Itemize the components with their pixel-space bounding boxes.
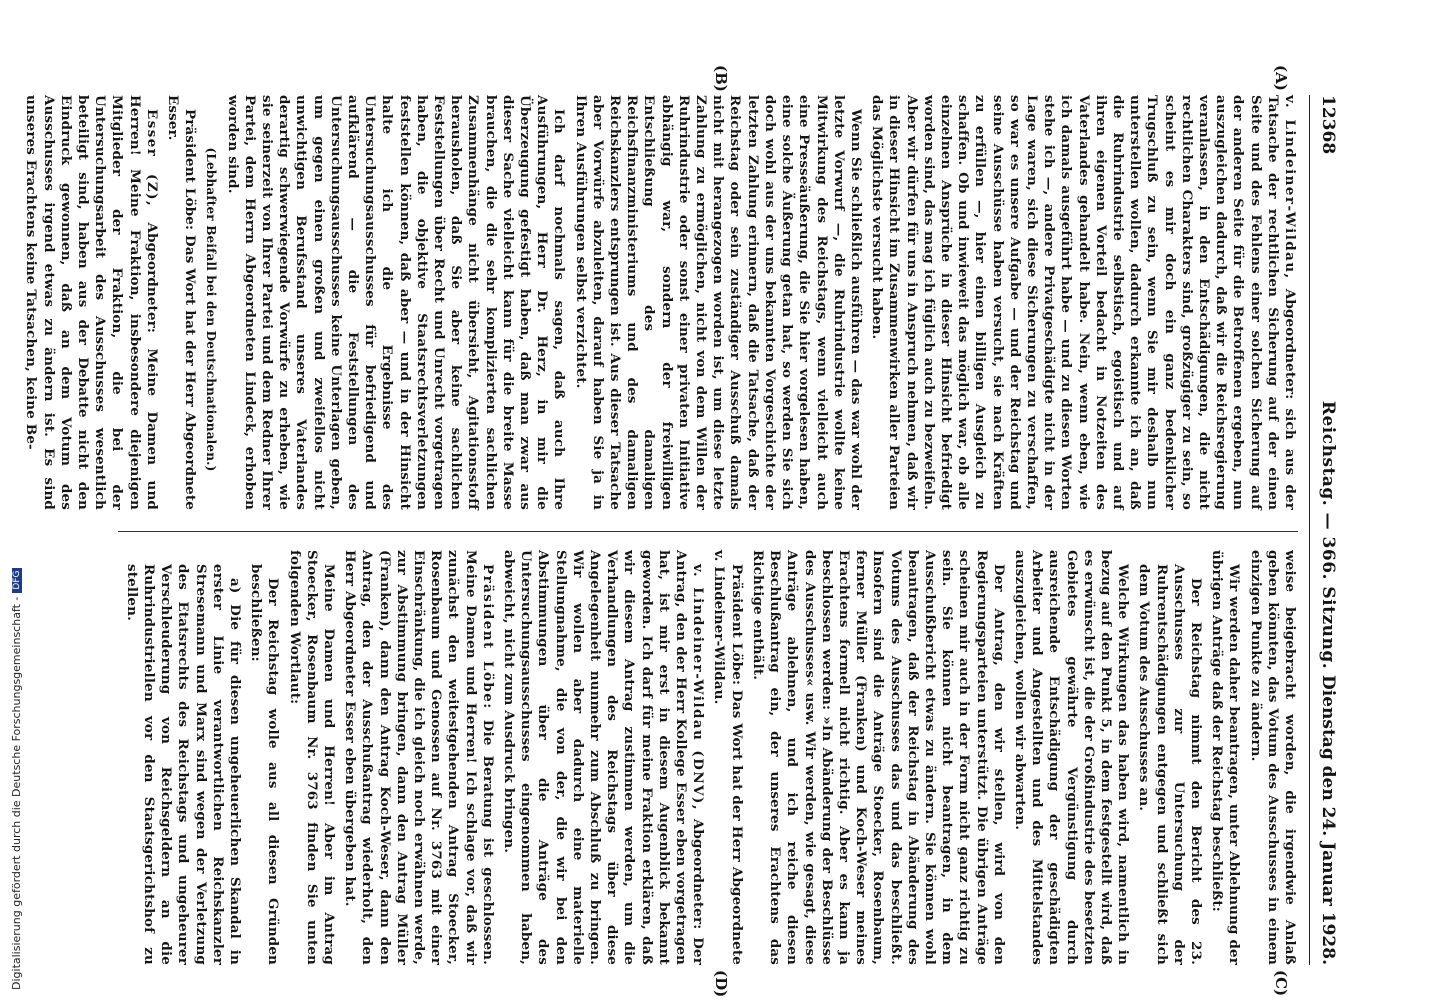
right-column [119, 550, 1298, 965]
paragraph-text: Der Antrag, den der Herr Kollege Esser eben vorgetragen hat, ist mir erst in diesem Augenblick bekannt geworden. Ich darf für meine Fraktion erklären, daß wir diesem Antrag zustimmen werden, um die Verhandlungen des Reichstags über diese Angelegenheit nunmehr zum Abschluß zu bringen. Wir wollen aber dadurch eine materielle Stellungnahme, die von der, die wir bei den Abstimmungen über die Anträge des Untersuchungsausschusses eingenommen haben, abweicht, nicht zum Ausdruck bringen. [501, 550, 707, 965]
page-header [1312, 95, 1340, 965]
column-separator [118, 531, 1298, 532]
header-rule [1309, 95, 1310, 965]
left-column [18, 95, 1298, 510]
quoted-motion: Der Reichstag wolle aus all diesen Gründen beschließen: [248, 564, 282, 965]
speech-paragraph [868, 95, 1298, 510]
speaker-name: Präsident Löbe: [479, 564, 496, 710]
digitization-credit [10, 570, 24, 990]
speech-paragraph [500, 550, 706, 965]
margin-mark-d: (D) [712, 970, 730, 998]
president-line: Präsident Löbe: Das Wort hat der Herr Abgeordnete v. Lindeiner-Wildau. [711, 550, 745, 965]
margin-mark-b: (B) [712, 65, 730, 92]
page-title: Reichstag. — 366. Sitzung. [1318, 400, 1338, 670]
speech-paragraph: weise beigebracht worden, die irgendwie Anlaß geben könnten, das Votum des Ausschusses in einem einzigen Punkte zu ändern. [1247, 550, 1298, 965]
quoted-motion-item: a) Die für diesen ungeheuerlichen Skandal in erster Linie verantwortlichen Reichskanzler Stresemann und Marx sind wegen der Verletzung des Etatsrechts des Reichstags und ungeheurer Verschleuderung von Reichsgeldern an die Ruhrindustriellen vor den Staatsgerichtshof zu stellen. [123, 564, 244, 965]
speaker-name: v. Lindeiner-Wildau, [1282, 95, 1298, 280]
speech-paragraph: Wir werden daher beantragen, unter Ablehnung der übrigen Anträge daß der Reichstag beschließt: [1209, 550, 1243, 965]
page-number: 12368 [1318, 95, 1338, 155]
speech-paragraph: Meine Damen und Herren! Aber im Antrag Stoecker, Rosenbaum Nr. 3763 finden Sie unten folgenden Wortlaut: [286, 550, 338, 965]
speaker-role: Abgeordneter: [143, 222, 160, 334]
speaker-role: Abgeordneter: [1282, 288, 1298, 400]
rotated-page [23, 65, 1340, 998]
credit-text: Digitalisierung gefördert durch die Deutsche Forschungsgemeinschaft - [10, 596, 23, 990]
speech-paragraph [22, 95, 160, 510]
paragraph-text: sich aus der Tatsache der rechtlichen Sicherung auf der einen Seite und des Fehlens einer solchen Sicherung auf der anderen Seite für die Betroffenen ergeben, nun auszugleichen dadurch, daß wir die Reichsregierung veranlassen, in den Entschädigungen, die nicht rechtlichen Charakters sind, großzügiger zu sein, so scheint es mir doch ein ganz bedenklicher Trugschluß zu sein, wenn Sie mir deshalb nun unterstellen wollen, dadurch erkannte ich an, daß die Ruhrindustrie selbstisch, egoistisch und auf ihren eigenen Vorteil bedacht in Notzeiten des Vaterlandes gehandelt habe. Nein, wenn eben, wie ich damals ausgeführt habe — und zu diesen Worten stehe ich —, andere Privatgeschädigte nicht in der Lage waren, sich diese Sicherungen zu verschaffen, so war es unsere Aufgabe — und der Reichstag und seine Ausschüsse haben versucht, sie nach Kräften zu erfüllen —, hier einen billigen Ausgleich zu schaffen. Ob und inwieweit das möglich war, ob alle einzelnen Ansprüche in dieser Hinsicht befriedigt worden sind, das mag ich füglich auch zu bezweifeln. Aber wir dürfen für uns in Anspruch nehmen, daß wir in dieser Hinsicht im Zusammenwirken aller Parteien das Möglichste versucht haben. [869, 95, 1298, 510]
speaker-role: Abgeordneter: [690, 818, 707, 930]
dfg-logo: DFG [12, 568, 22, 593]
paragraph-text: Meine Damen und Herren! Meine Fraktion, insbesondere diejenigen Mitglieder der Fraktion, die bei der Untersuchungsarbeit des Ausschusses wesentlich beteiligt sind, haben aus der Debatte nicht den Eindruck gewonnen, daß an dem Votum des Ausschusses irgend etwas zu ändern ist. Es sind unseres Erachtens keine Tatsachen, keine Be- [23, 95, 160, 510]
paragraph-text: Die Beratung ist geschlossen. Meine Damen und Herren! Ich schlage vor, daß wir zunächst den weitestgehenden Antrag Stoecker, Rosenbaum und Genossen auf Nr. 3763 mit einer Einschränkung, die ich gleich noch erwähnen werde, zur Abstimmung bringen, dann den Antrag Müller (Franken), dann den Antrag Koch-Weser, dann den Antrag, den der Ausschußantrag wiederholt, den Herr Abgeordneter Esser eben übergeben hat. [342, 550, 496, 965]
speaker-name: v. Lindeiner-Wildau (DNV), [690, 564, 707, 811]
quoted-motion: Der Reichstag nimmt den Bericht des 23. Ausschusses zur Untersuchung der Ruhrentschädigungen entgegen und schließt sich dem Votum des Ausschusses an. [1136, 564, 1204, 965]
speech-paragraph: Wenn Sie schließlich ausführen — das war wohl der letzte Vorwurf —, die Ruhrindustrie wollte keine Mitwirkung des Reichstags, wenn vielleicht auch eine Presseäußerung, die Sie hier vorgelesen haben, eine solche Äußerung getan hat, so werden Sie sich doch wohl aus der uns bekannten Vorgeschichte der letzten Zahlung erinnern, daß die Tatsache, daß der Reichstag oder sein zuständiger Ausschuß damals nicht mit herangezogen worden ist, um diese letzte Zahlung zu ermöglichen, nicht von dem Willen der Ruhrindustrie oder sonst einer privaten Initiative abhängig war, sondern der freiwilligen Entschließung des damaligen Reichsfinanzministeriums und des damaligen Reichskanzlers entsprungen ist. Aus dieser Tatsache aber Vorwürfe abzuleiten, darauf haben Sie ja in Ihren Ausführungen selbst verzichtet. [572, 95, 864, 510]
applause-note: (Lebhafter Beifall bei den Deutschnationalen.) [204, 147, 219, 472]
session-date: Dienstag den 24. Januar 1928. [1318, 675, 1338, 965]
speech-paragraph: Ich darf nochmals sagen, daß auch Ihre Ausführungen, Herr Dr. Herz, in mir die Überzeugung gefestigt haben, daß man zwar aus dieser Sache vielleicht kann für die breite Masse brauchen, die die sehr komplizierten sachlichen Zusammenhänge nicht übersieht, Agitationsstoff herausholen, daß Sie aber keine sachlichen Feststellungen über Recht und Unrecht vorgetragen haben, die objektive Staatsrechtsverletzungen feststellen können, daß aber — und in der Hinsicht halte ich die Ergebnisse des Untersuchungsausschusses für befriedigend und aufklärend — die Feststellungen des Untersuchungsausschusses keine Unterlagen geben, um gegen einen großen und zweifellos nicht unwichtigen Berufsstand unseres Vaterlandes derartig schwerwiegende Vorwürfe zu erheben, wie sie seinerzeit von Ihrer Partei und dem Redner Ihrer Partei, dem Herrn Abgeordneten Lindeck, erhoben worden sind. [224, 95, 568, 510]
speech-paragraph: Der Antrag, den wir stellen, wird von den Regierungsparteien unterstützt. Die übrigen Anträge scheinen mir auch in der Form nicht ganz richtig zu sein. Sie können nicht beantragen, in dem Ausschußbericht etwas zu ändern. Sie können wohl beantragen, daß der Reichstag in Abänderung des Votums des Ausschusses das und das beschließt. Insofern sind die Anträge Stoecker, Rosenbaum, ferner Müller (Franken) und Koch-Weser meines Erachtens formell nicht richtig. Aber es kann ja beschlossen werden: »In Abänderung der Beschlüsse des Ausschusses« usw. Wir werden, wie gesagt, diese Anträge ablehnen, und ich reiche diesen Beschlußantrag ein, der unseres Erachtens das Richtige enthält. [749, 550, 1007, 965]
president-line: Präsident Löbe: Das Wort hat der Herr Abgeordnete Esser. [165, 95, 199, 510]
margin-mark-a: (A) [1272, 65, 1290, 91]
margin-mark-c: (C) [1272, 970, 1290, 997]
speech-paragraph [341, 550, 496, 965]
speaker-name: Esser (Z), [143, 109, 160, 208]
speech-paragraph: Welche Wirkungen das haben wird, namentlich in bezug auf den Punkt 5, in dem festgestellt wird, daß es erwünscht ist, die der Großindustrie des besetzten Gebietes gewährte Vergünstigung durch ausreichende Entschädigung der geschädigten Arbeiter und Angestellten und des Mittelstandes auszugleichen, wollen wir abwarten. [1011, 550, 1132, 965]
